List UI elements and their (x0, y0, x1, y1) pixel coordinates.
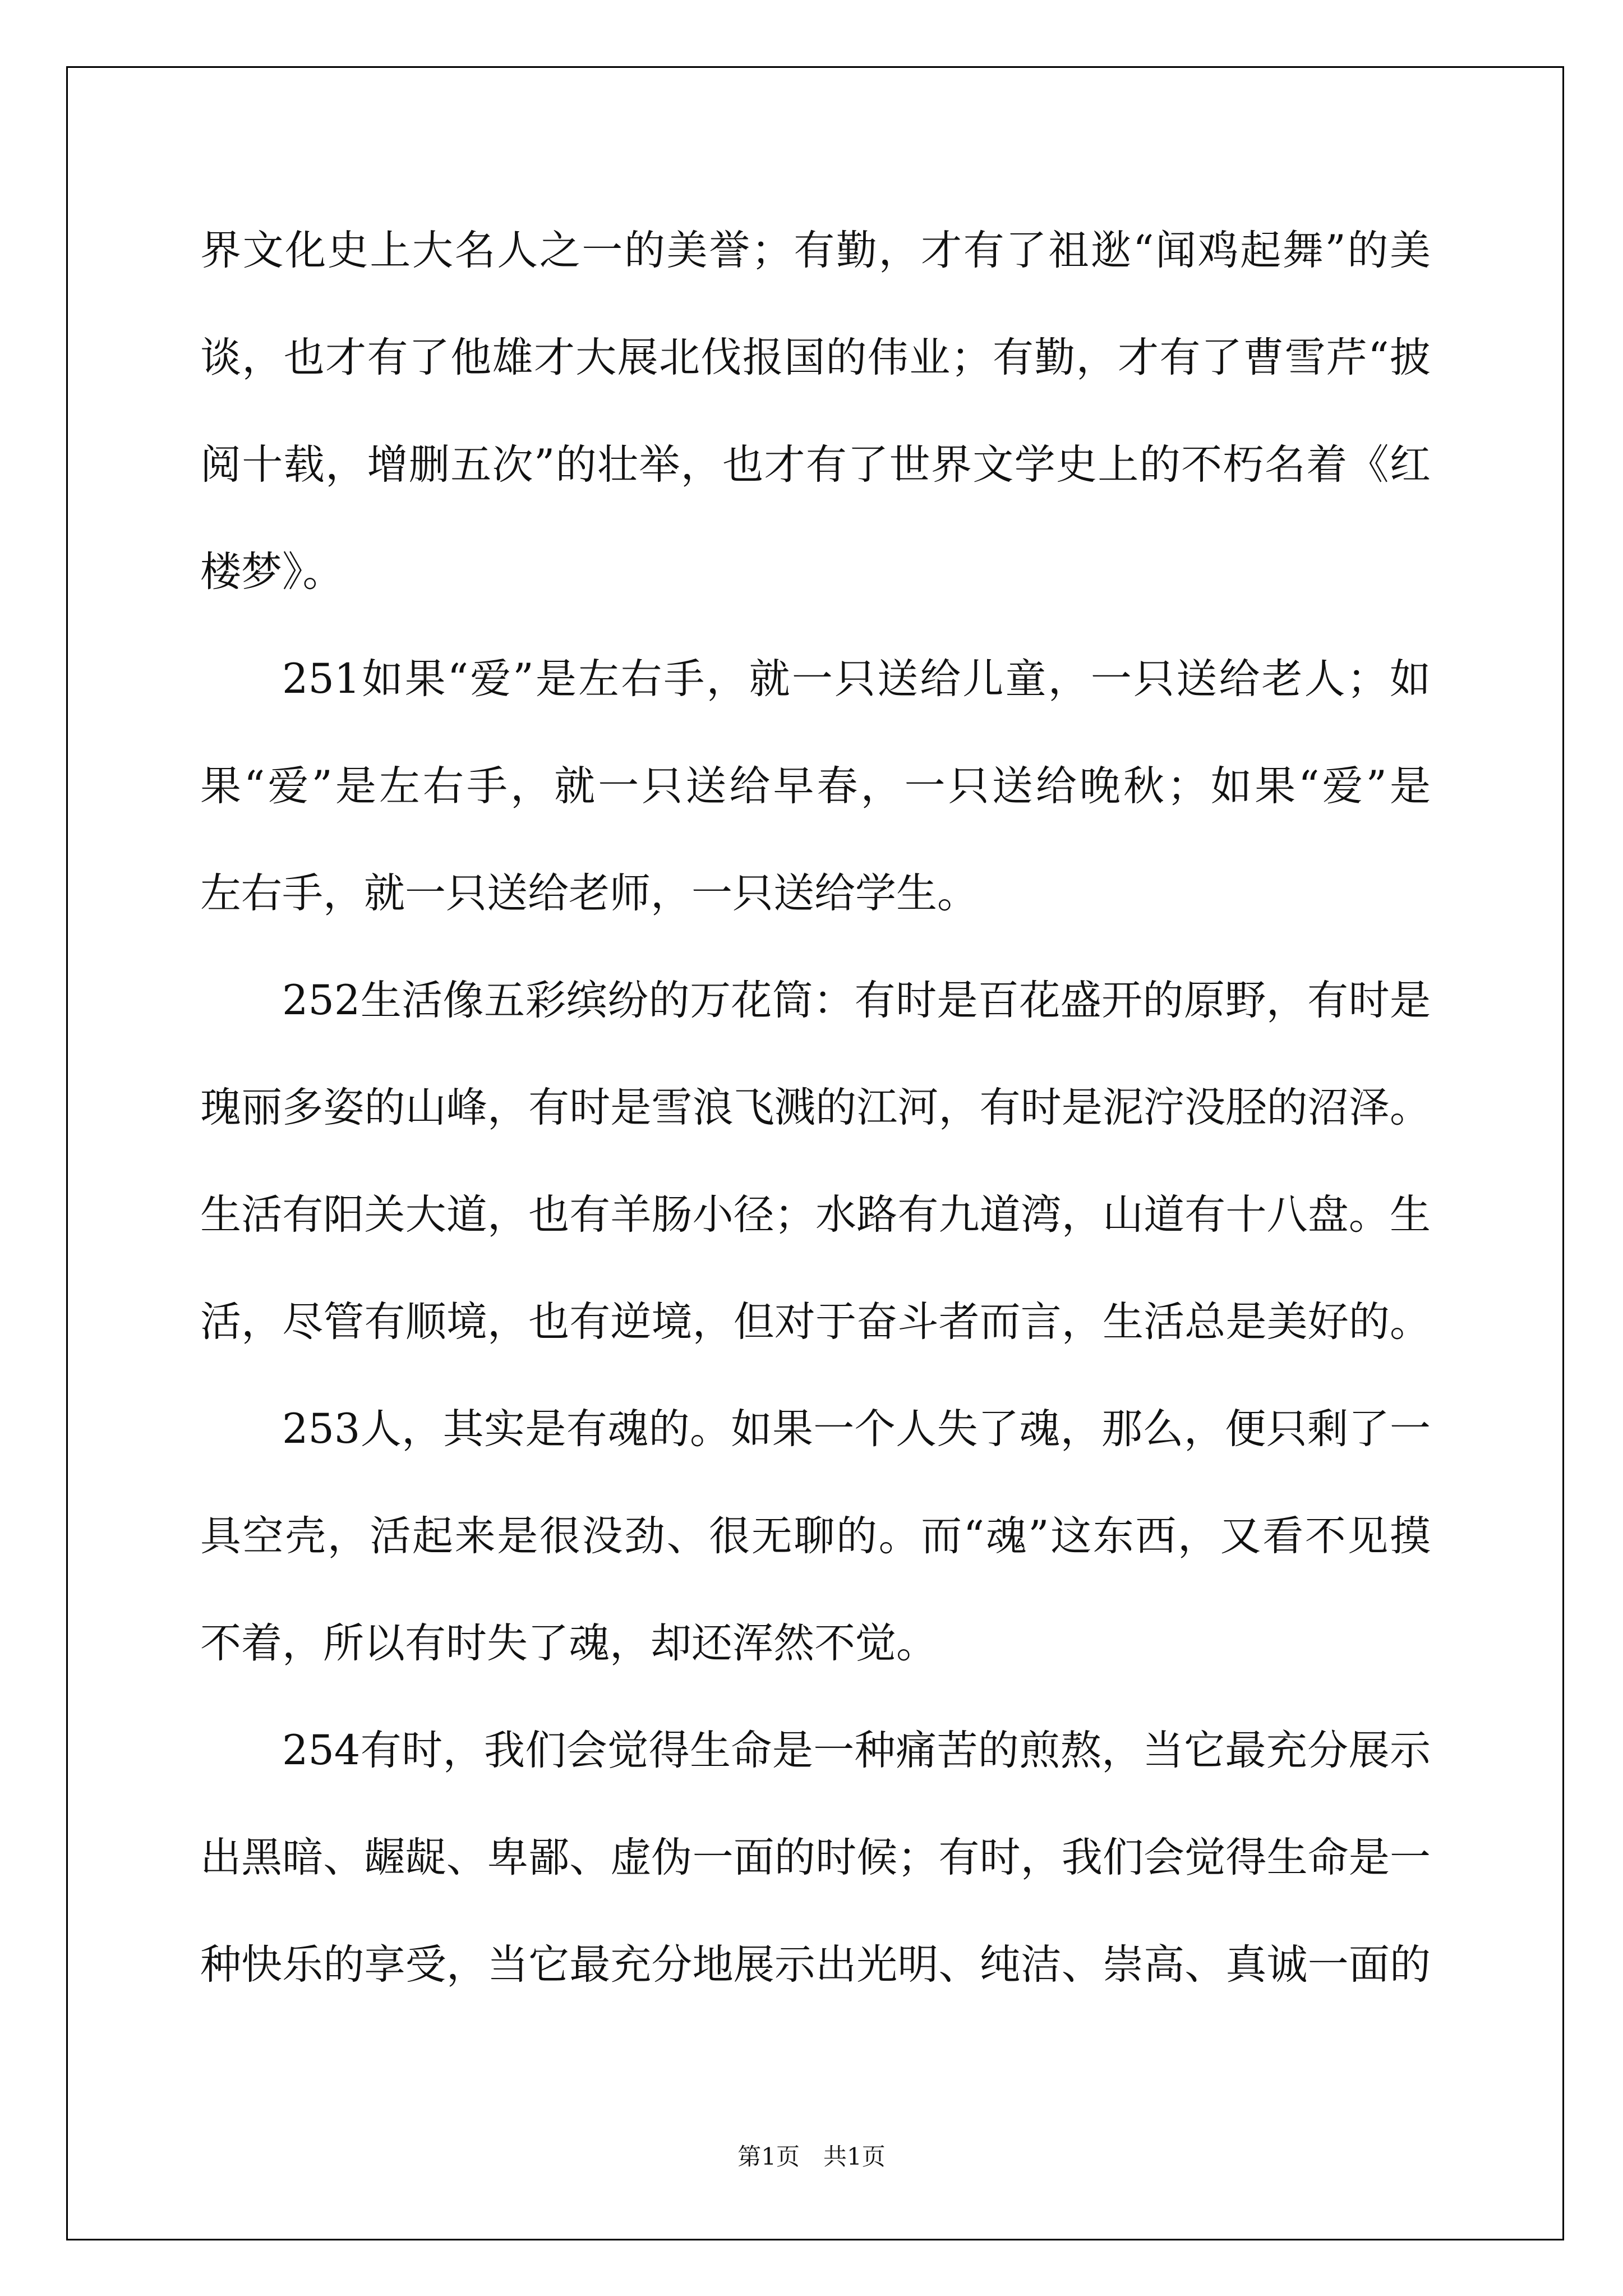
text-line: 瑰丽多姿的山峰，有时是雪浪飞溅的江河，有时是泥泞没胫的沼泽。 (200, 1084, 1431, 1131)
page-number-total: 共1页 (823, 2143, 886, 2170)
paragraph (200, 1697, 1431, 2018)
document-body (200, 197, 1431, 2018)
paragraph (200, 625, 1431, 947)
text-line: 果“爱”是左右手，就一只送给早春，一只送给晚秋；如果“爱”是 (200, 762, 1431, 810)
text-line: 阅十载，增删五次”的壮举，也才有了世界文学史上的不朽名着《红 (200, 441, 1431, 489)
text-line: 左右手，就一只送给老师，一只送给学生。 (200, 869, 978, 917)
text-line: 不着，所以有时失了魂，却还浑然不觉。 (200, 1619, 937, 1667)
paragraph (200, 947, 1431, 1375)
text-line: 界文化史上大名人之一的美誉；有勤，才有了祖逖“闻鸡起舞”的美 (200, 227, 1431, 274)
text-line: 谈，也才有了他雄才大展北伐报国的伟业；有勤，才有了曹雪芹“披 (200, 334, 1431, 381)
paragraph (200, 197, 1431, 625)
text-line: 具空壳，活起来是很没劲、很无聊的。而“魂”这东西，又看不见摸 (200, 1512, 1431, 1560)
text-line: 楼梦》。 (200, 548, 344, 596)
paragraph (200, 1375, 1431, 1697)
text-line: 生活有阳关大道，也有羊肠小径；水路有九道湾，山道有十八盘。生 (200, 1191, 1431, 1239)
text-line: 254有时，我们会觉得生命是一种痛苦的煎熬，当它最充分展示 (282, 1727, 1431, 1774)
text-line: 251如果“爱”是左右手，就一只送给儿童，一只送给老人；如 (282, 655, 1431, 703)
page-footer (0, 2140, 1623, 2174)
text-line: 出黑暗、龌龊、卑鄙、虚伪一面的时候；有时，我们会觉得生命是一 (200, 1834, 1431, 1881)
text-line: 活，尽管有顺境，也有逆境，但对于奋斗者而言，生活总是美好的。 (200, 1298, 1431, 1346)
text-line: 252生活像五彩缤纷的万花筒：有时是百花盛开的原野，有时是 (282, 977, 1431, 1024)
text-line: 253人，其实是有魂的。如果一个人失了魂，那么，便只剩了一 (282, 1405, 1431, 1453)
text-line: 种快乐的享受，当它最充分地展示出光明、纯洁、崇高、真诚一面的 (200, 1941, 1431, 1989)
page-number-current: 第1页 (737, 2143, 800, 2170)
